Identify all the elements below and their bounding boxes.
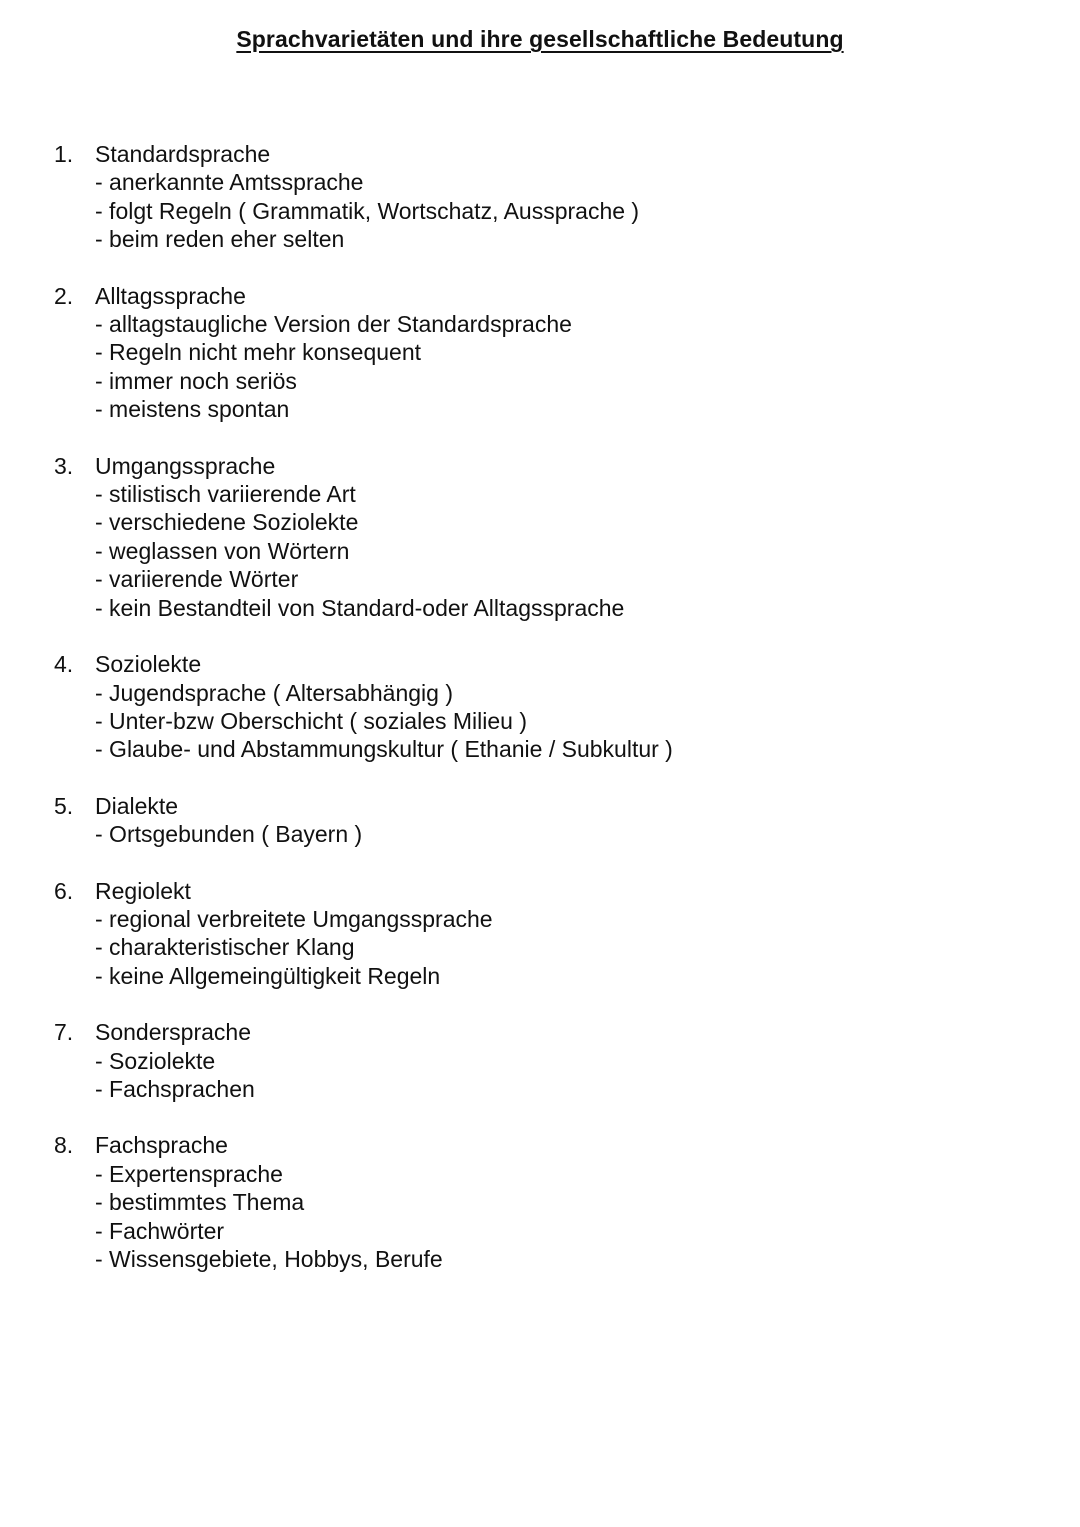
section-list [54,140,1034,1301]
list-item: - Expertensprache [95,1160,283,1187]
list-item: - Ortsgebunden ( Bayern ) [95,821,363,848]
section-title: Umgangssprache [95,452,276,479]
point-list [54,168,1034,253]
section-title: Fachsprache [95,1132,228,1159]
list-item: - beim reden eher selten [95,226,345,253]
section-heading [54,140,1034,168]
list-item: - Unter-bzw Oberschicht ( soziales Milieu ) [95,707,528,734]
section-heading [54,282,1034,310]
section-8 [54,1131,1034,1273]
section-heading [54,1131,1034,1159]
section-heading [54,452,1034,480]
section-1 [54,140,1034,254]
document-title: Sprachvarietäten und ihre gesellschaftliche Bedeutung [236,26,844,52]
list-item: - immer noch seriös [95,367,297,394]
list-item: - Soziolekte [95,1047,216,1074]
section-title: Regiolekt [95,877,191,904]
section-7 [54,1018,1034,1103]
list-item: - bestimmtes Thema [95,1189,305,1216]
section-number: 2. [54,282,74,309]
section-number: 3. [54,452,74,479]
list-item: - Regeln nicht mehr konsequent [95,339,422,366]
list-item: - anerkannte Amtssprache [95,169,364,196]
section-5 [54,792,1034,849]
list-item: - meistens spontan [95,396,290,423]
section-number: 4. [54,651,74,678]
list-item: - Glaube- und Abstammungskultur ( Ethanie / Subkultur ) [95,736,673,763]
section-number: 1. [54,141,74,167]
list-item: - keine Allgemeingültigkeit Regeln [95,962,441,989]
point-list [54,905,1034,990]
list-item: - charakteristischer Klang [95,934,355,961]
section-2 [54,282,1034,424]
section-6 [54,877,1034,991]
list-item: - folgt Regeln ( Grammatik, Wortschatz, Aussprache ) [95,197,640,224]
section-number: 6. [54,877,74,904]
section-title: Dialekte [95,792,179,819]
section-heading [54,650,1034,678]
point-list [54,310,1034,424]
list-item: - kein Bestandteil von Standard-oder Alltagssprache [95,594,625,621]
list-item: - variierende Wörter [95,566,299,593]
list-item: - Fachwörter [95,1217,225,1244]
section-title: Standardsprache [95,141,271,167]
list-item: - weglassen von Wörtern [95,537,350,564]
point-list [54,1047,1034,1104]
section-title: Soziolekte [95,651,202,678]
list-item: - Fachsprachen [95,1075,255,1102]
list-item: - stilistisch variierende Art [95,481,356,508]
point-list [54,480,1034,622]
section-number: 8. [54,1132,74,1159]
section-heading [54,792,1034,820]
section-heading [54,877,1034,905]
section-number: 7. [54,1019,74,1046]
section-number: 5. [54,792,74,819]
list-item: - Wissensgebiete, Hobbys, Berufe [95,1246,443,1272]
section-heading [54,1018,1034,1046]
point-list [54,820,1034,848]
list-item: - Jugendsprache ( Altersabhängig ) [95,679,453,706]
list-item: - regional verbreitete Umgangssprache [95,905,493,932]
list-item: - alltagstaugliche Version der Standardsprache [95,311,572,338]
section-4 [54,650,1034,764]
list-item: - verschiedene Soziolekte [95,509,359,536]
point-list [54,679,1034,764]
point-list [54,1160,1034,1274]
section-3 [54,452,1034,622]
section-title: Sondersprache [95,1019,251,1046]
section-title: Alltagssprache [95,282,246,309]
